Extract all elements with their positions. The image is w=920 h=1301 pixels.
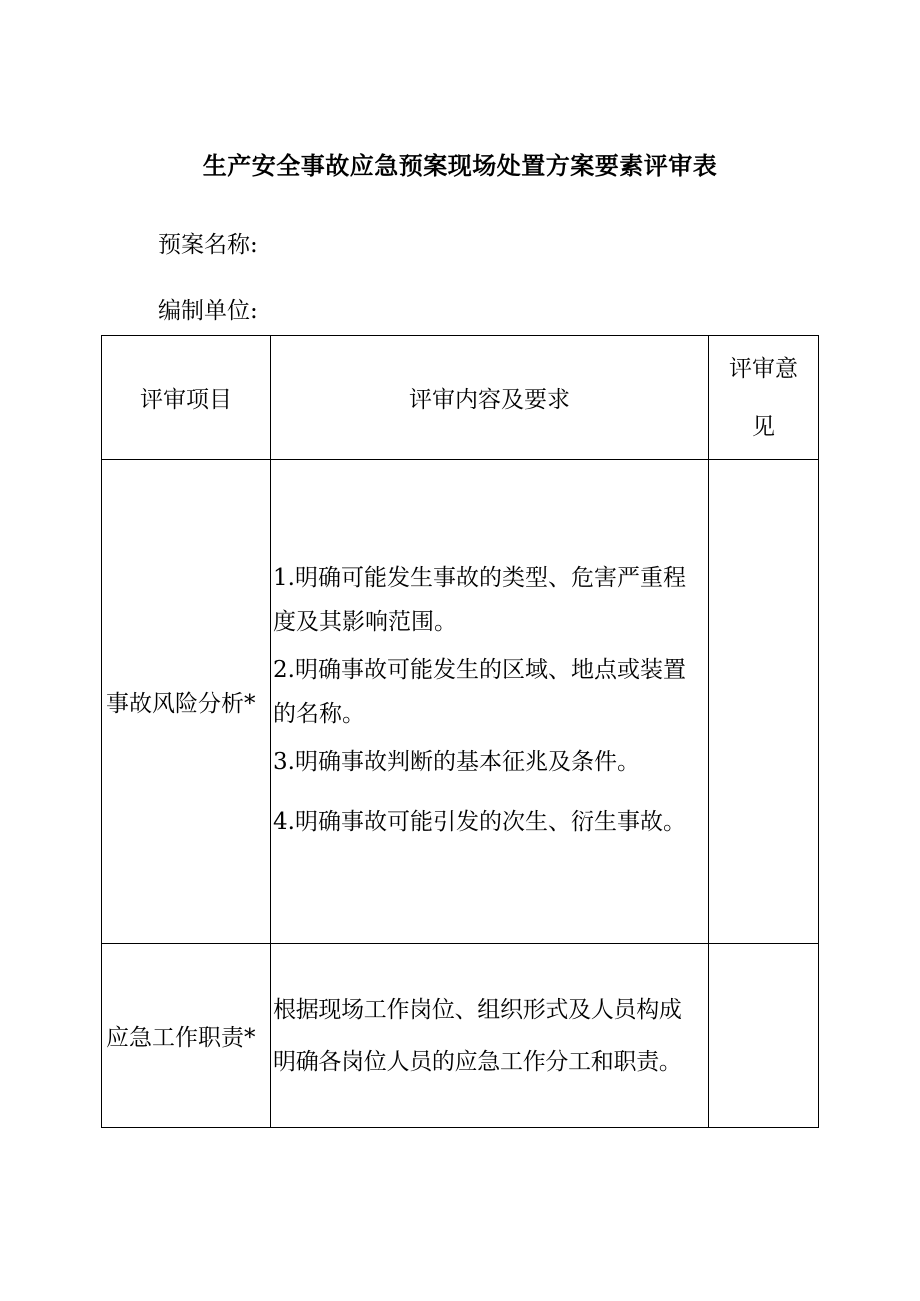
table-row [102,460,819,944]
requirement-item [273,792,704,852]
document-title: 生产安全事故应急预案现场处置方案要素评审表 [202,151,718,180]
table-row [102,944,819,1128]
table-header-row [102,336,819,460]
plan-name-label: 预案名称: [158,232,258,258]
requirement-item [273,548,704,640]
requirement-line: 度及其影响范围。 [273,608,457,635]
header-review-item: 评审项目 [102,336,271,460]
header-opinion-line2: 见 [752,413,775,440]
row-item-risk-analysis: 事故风险分析* [102,460,271,944]
requirement-line: 2.明确事故可能发生的区域、地点或装置 [273,656,686,683]
row-opinion-risk-analysis[interactable] [709,460,819,944]
row-content-risk-analysis [271,460,709,944]
duty-line: 根据现场工作岗位、组织形式及人员构成 [273,996,682,1023]
requirement-item [273,640,704,732]
requirement-line: 1.明确可能发生事故的类型、危害严重程 [273,564,686,591]
requirement-line: 3.明确事故判断的基本征兆及条件。 [273,748,640,775]
requirement-line: 的名称。 [273,700,365,727]
requirement-line: 4.明确事故可能引发的次生、衍生事故。 [273,808,686,835]
header-review-opinion [709,336,819,460]
header-opinion-line1: 评审意 [729,355,798,382]
review-table [101,335,819,1128]
header-review-content: 评审内容及要求 [271,336,709,460]
compiling-unit-label: 编制单位: [158,298,258,324]
row-item-emergency-duties: 应急工作职责* [102,944,271,1128]
row-content-emergency-duties [271,944,709,1128]
duty-line: 明确各岗位人员的应急工作分工和职责。 [273,1048,682,1075]
requirement-item [273,732,704,792]
row-opinion-emergency-duties[interactable] [709,944,819,1128]
